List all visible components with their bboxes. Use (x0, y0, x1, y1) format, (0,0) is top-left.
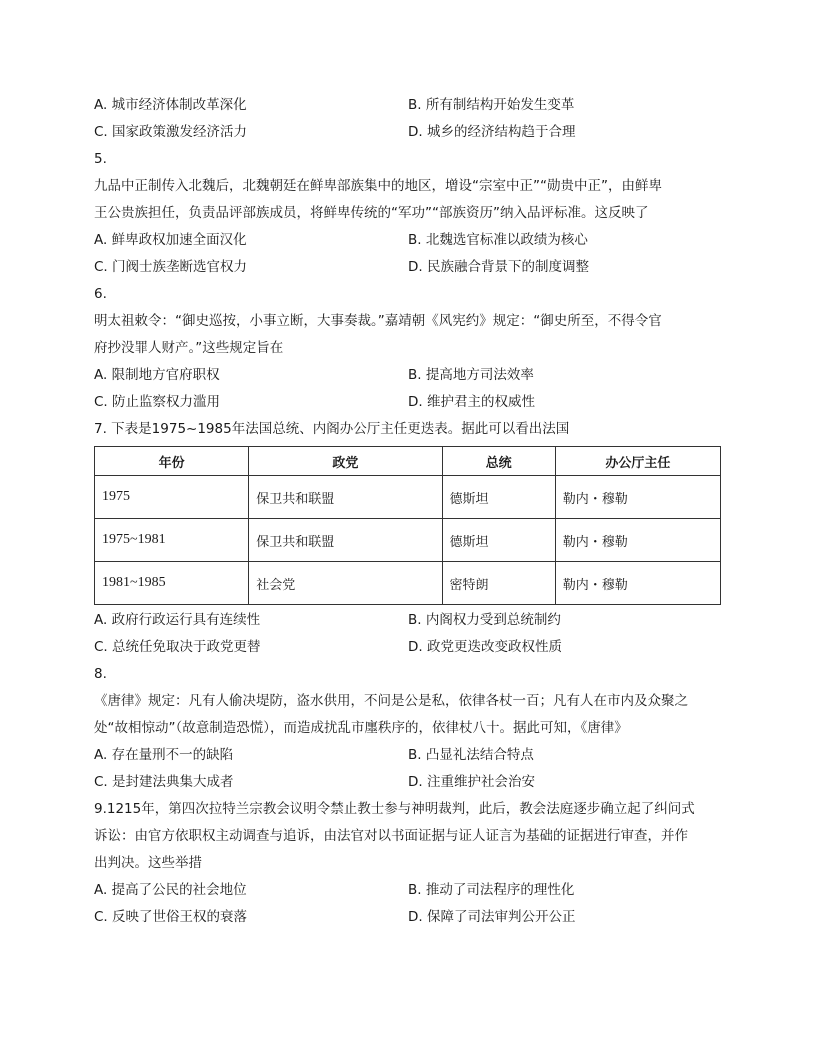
q7-option-b[interactable]: B. 内阁权力受到总统制约 (408, 612, 561, 628)
q5-options-row-1 (94, 227, 726, 254)
q9-option-c[interactable]: C. 反映了世俗王权的衰落 (94, 909, 248, 925)
table-header-year: 年份 (95, 447, 249, 476)
table-cell-party: 社会党 (249, 562, 442, 605)
table-cell-chief: 勒内・穆勒 (555, 476, 720, 519)
q5-stem-line-1: 九品中正制传入北魏后，北魏朝廷在鲜卑部族集中的地区，增设“宗室中正”“勋贵中正”，由鲜卑 (94, 178, 662, 194)
table-cell-president: 德斯坦 (442, 519, 555, 562)
q9-option-b[interactable]: B. 推动了司法程序的理性化 (408, 882, 575, 898)
table-cell-year: 1981~1985 (95, 562, 249, 605)
q4-option-b[interactable]: B. 所有制结构开始发生变革 (408, 97, 575, 113)
q6-stem-line-2: 府抄没罪人财产。”这些规定旨在 (94, 340, 284, 356)
q5-option-d[interactable]: D. 民族融合背景下的制度调整 (408, 259, 589, 275)
q8-stem-line-2: 处“故相惊动”（故意制造恐慌），而造成扰乱市廛秩序的，依律杖八十。据此可知，《唐律》 (94, 720, 628, 736)
q5-option-c[interactable]: C. 门阀士族垄断选官权力 (94, 259, 248, 275)
q5-option-a[interactable]: A. 鲜卑政权加速全面汉化 (94, 232, 247, 248)
q9-stem-line-3: 出判决。这些举措 (94, 855, 202, 871)
q7-option-d[interactable]: D. 政党更迭改变政权性质 (408, 639, 562, 655)
q6-option-c[interactable]: C. 防止监察权力滥用 (94, 394, 221, 410)
table-cell-year: 1975 (95, 476, 249, 519)
table-cell-party: 保卫共和联盟 (249, 519, 442, 562)
table-row (95, 519, 721, 562)
q4-options-row-2 (94, 119, 726, 146)
q5-stem-line-2: 王公贵族担任，负责品评部族成员，将鲜卑传统的“军功”“部族资历”纳入品评标准。这反映了 (94, 205, 649, 221)
table-cell-year: 1975~1981 (95, 519, 249, 562)
q4-option-a[interactable]: A. 城市经济体制改革深化 (94, 97, 247, 113)
table-cell-party: 保卫共和联盟 (249, 476, 442, 519)
q6-option-a[interactable]: A. 限制地方官府职权 (94, 367, 220, 383)
q8-option-a[interactable]: A. 存在量刑不一的缺陷 (94, 747, 234, 763)
q6-options-row-2 (94, 389, 726, 416)
q8-options-row-1 (94, 742, 726, 769)
q7-option-a[interactable]: A. 政府行政运行具有连续性 (94, 612, 261, 628)
table-cell-president: 密特朗 (442, 562, 555, 605)
q8-options-row-2 (94, 769, 726, 796)
q9-options-row-1 (94, 877, 726, 904)
q9-stem-line-2: 诉讼：由官方依职权主动调查与追诉，由法官对以书面证据与证人证言为基础的证据进行审查，并作 (94, 828, 688, 844)
q6-number: 6. (94, 286, 107, 302)
q6-options-row-1 (94, 362, 726, 389)
table-header-president: 总统 (442, 447, 555, 476)
q4-option-c[interactable]: C. 国家政策激发经济活力 (94, 124, 248, 140)
table-header-row (95, 447, 721, 476)
q5-option-b[interactable]: B. 北魏选官标准以政绩为核心 (408, 232, 588, 248)
q6-option-b[interactable]: B. 提高地方司法效率 (408, 367, 534, 383)
q7-options-row-1 (94, 607, 726, 634)
table-row (95, 476, 721, 519)
table-cell-president: 德斯坦 (442, 476, 555, 519)
q9-stem-line-1: 9.1215年，第四次拉特兰宗教会议明令禁止教士参与神明裁判，此后，教会法庭逐步确立起了纠问式 (94, 801, 695, 817)
q9-option-a[interactable]: A. 提高了公民的社会地位 (94, 882, 247, 898)
q5-options-row-2 (94, 254, 726, 281)
q8-option-c[interactable]: C. 是封建法典集大成者 (94, 774, 234, 790)
table-header-chief: 办公厅主任 (555, 447, 720, 476)
q9-options-row-2 (94, 904, 726, 931)
q9-option-d[interactable]: D. 保障了司法审判公开公正 (408, 909, 576, 925)
q8-stem-line-1: 《唐律》规定：凡有人偷决堤防，盗水供用，不问是公是私，依律各杖一百；凡有人在市内及众聚之 (94, 693, 688, 709)
q7-options-row-2 (94, 634, 726, 661)
q5-number: 5. (94, 151, 107, 167)
table-cell-chief: 勒内・穆勒 (555, 519, 720, 562)
table-cell-chief: 勒内・穆勒 (555, 562, 720, 605)
q8-option-b[interactable]: B. 凸显礼法结合特点 (408, 747, 534, 763)
q8-number: 8. (94, 666, 107, 682)
exam-page (94, 92, 726, 931)
q4-option-d[interactable]: D. 城乡的经济结构趋于合理 (408, 124, 576, 140)
q7-stem: 7. 下表是1975~1985年法国总统、内阁办公厅主任更迭表。据此可以看出法国 (94, 421, 570, 437)
q6-stem-line-1: 明太祖敕令：“御史巡按，小事立断，大事奏裁。”嘉靖朝《风宪约》规定：“御史所至，不得令官 (94, 313, 662, 329)
q4-options-row-1 (94, 92, 726, 119)
q8-option-d[interactable]: D. 注重维护社会治安 (408, 774, 535, 790)
q6-option-d[interactable]: D. 维护君主的权威性 (408, 394, 535, 410)
q7-option-c[interactable]: C. 总统任免取决于政党更替 (94, 639, 261, 655)
table-row (95, 562, 721, 605)
table-header-party: 政党 (249, 447, 442, 476)
q7-table (94, 446, 721, 605)
